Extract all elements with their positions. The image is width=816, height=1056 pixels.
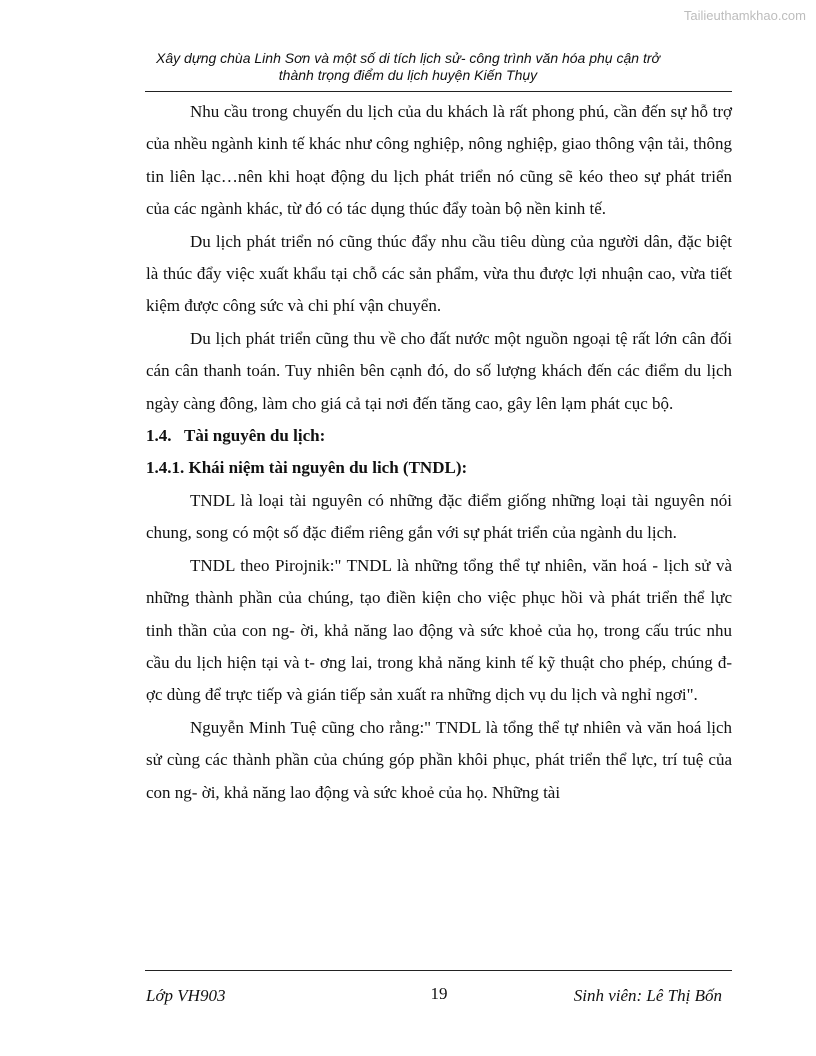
subsection-heading: 1.4.1. Khái niệm tài nguyên du lich (TNDL): — [146, 458, 468, 478]
paragraph-6: Nguyễn Minh Tuệ cũng cho rằng:" TNDL là tổng thể tự nhiên và văn hoá lịch sử cùng các thành phần của chúng góp phần khôi phục, phát triển thể lực, trí tuệ của con ng- ời, khả năng lao động và sức khoẻ của họ. Những tài — [146, 717, 732, 802]
footer-class-label: Lớp VH903 — [146, 986, 226, 1005]
page-footer — [146, 986, 732, 1010]
section-number: 1.4. — [146, 426, 172, 446]
footer-rule — [145, 970, 732, 971]
header-rule — [145, 91, 732, 92]
running-header-line-1: Xây dựng chùa Linh Sơn và một số di tích lịch sử- công trình văn hóa phụ cận trở — [156, 50, 660, 66]
paragraph-1: Nhu cầu trong chuyến du lịch của du khách là rất phong phú, cần đến sự hỗ trợ của nhều ngành kinh tế khác như công nghiệp, nông nghiệp, giao thông vận tải, thông tin liên lạc…nên khi hoạt động du lịch phát triển nó cũng sẽ kéo theo sự phát triển của các ngành khác, từ đó có tác dụng thúc đẩy toàn bộ nền kinh tế. — [146, 102, 732, 219]
paragraph-3: Du lịch phát triển cũng thu về cho đất nước một nguồn ngoại tệ rất lớn cân đối cán cân thanh toán. Tuy nhiên bên cạnh đó, do số lượng khách đến các điểm du lịch ngày càng đông, làm cho giá cả tại nơi đến tăng cao, gây lên lạm phát cục bộ. — [146, 328, 732, 413]
paragraph-5: TNDL theo Pirojnik:" TNDL là những tổng thể tự nhiên, văn hoá - lịch sử và những thành phần của chúng, tạo điền kiện cho việc phục hồi và phát triển thể lực tinh thần của con ng- ời, khả năng lao động và sức khoẻ của họ, trong cấu trúc nhu cầu du lịch hiện tại và t- ơng lai, trong khả năng kinh tế kỹ thuật cho phép, chúng đ- ợc dùng để trực tiếp và gián tiếp sản xuất ra những dịch vụ du lịch và nghỉ ngơi". — [146, 555, 732, 705]
body-text — [146, 96, 732, 809]
page-number: 19 — [430, 984, 448, 1003]
section-title: Tài nguyên du lịch: — [184, 426, 326, 446]
footer-student-label: Sinh viên: Lê Thị Bốn — [573, 986, 722, 1005]
section-heading — [146, 420, 732, 452]
running-header-line-2: thành trọng điểm du lịch huyện Kiến Thụy — [278, 67, 538, 83]
watermark: Tailieuthamkhao.com — [683, 8, 806, 23]
paragraph-2: Du lịch phát triển nó cũng thúc đẩy nhu cầu tiêu dùng của người dân, đặc biệt là thúc đẩy việc xuất khẩu tại chỗ các sản phẩm, vừa thu được lợi nhuận cao, vừa tiết kiệm được công sức và chi phí vận chuyển. — [146, 231, 732, 316]
paragraph-4: TNDL là loại tài nguyên có những đặc điểm giống những loại tài nguyên nói chung, song có một số đặc điểm riêng gắn với sự phát triển của ngành du lịch. — [146, 490, 732, 543]
running-header — [100, 50, 716, 84]
